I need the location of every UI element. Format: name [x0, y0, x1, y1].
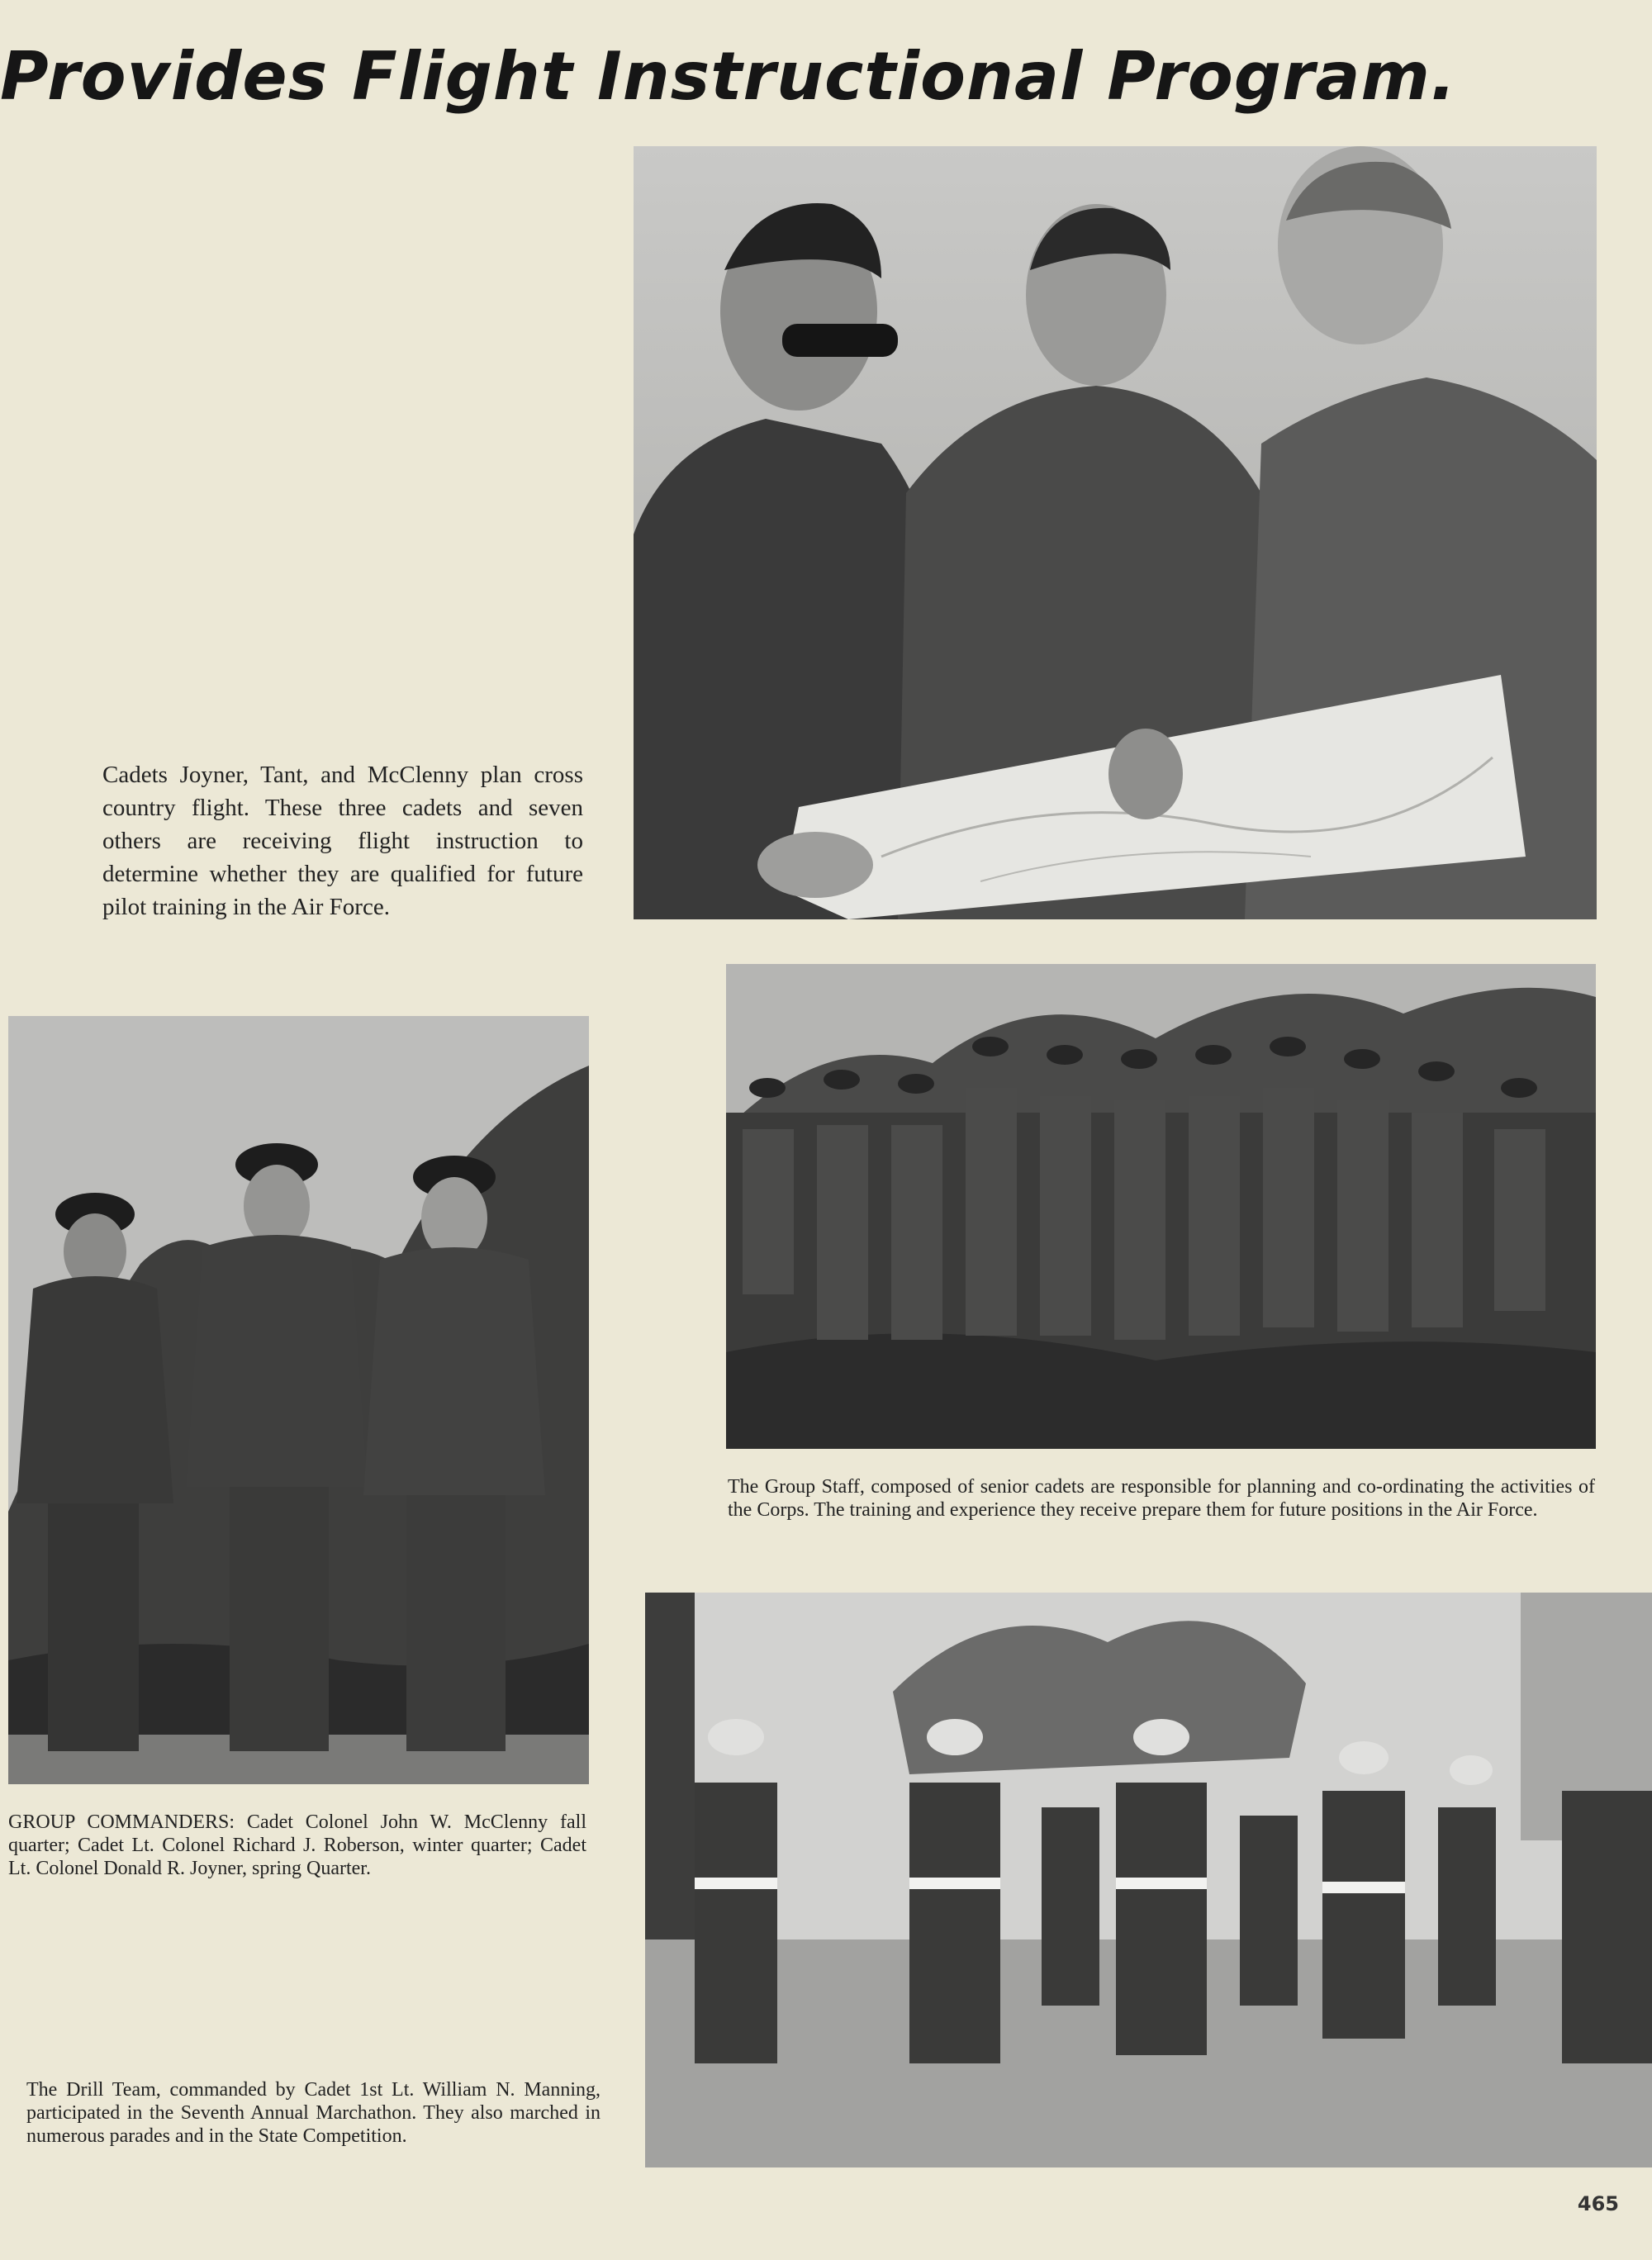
photo-group-staff: [726, 964, 1596, 1449]
photo-group-commanders: [8, 1016, 589, 1784]
caption-drill-team: The Drill Team, commanded by Cadet 1st Lt. William N. Manning, participated in the Seventh Annual Marchathon. They also marched in numerous parades and in the State Competition.: [26, 2079, 601, 2147]
photo-group-commanders-image: [8, 1016, 589, 1784]
photo-cadets-map: [634, 146, 1597, 919]
page-number: 465: [1577, 2192, 1619, 2215]
caption-cadets-map: Cadets Joyner, Tant, and McClenny plan cross country flight. These three cadets and seven others are receiving flight instruction to determine whether they are qualified for future pilot training in the Air Force.: [102, 762, 583, 920]
photo-drill-team: [645, 1593, 1652, 2167]
photo-group-staff-image: [726, 964, 1596, 1449]
caption-group-staff: The Group Staff, composed of senior cadets are responsible for planning and co-ordinating the activities of the Corps. The training and experience they receive prepare them for future positions in the Air Force.: [728, 1476, 1595, 1521]
photo-drill-team-image: [645, 1593, 1652, 2167]
caption-group-commanders: GROUP COMMANDERS: Cadet Colonel John W. McClenny fall quarter; Cadet Lt. Colonel Richard J. Roberson, winter quarter; Cadet Lt. Colonel Donald R. Joyner, spring Quarter.: [8, 1811, 586, 1879]
photo-cadets-map-image: [634, 146, 1597, 919]
page-headline: Provides Flight Instructional Program.: [0, 38, 1457, 115]
